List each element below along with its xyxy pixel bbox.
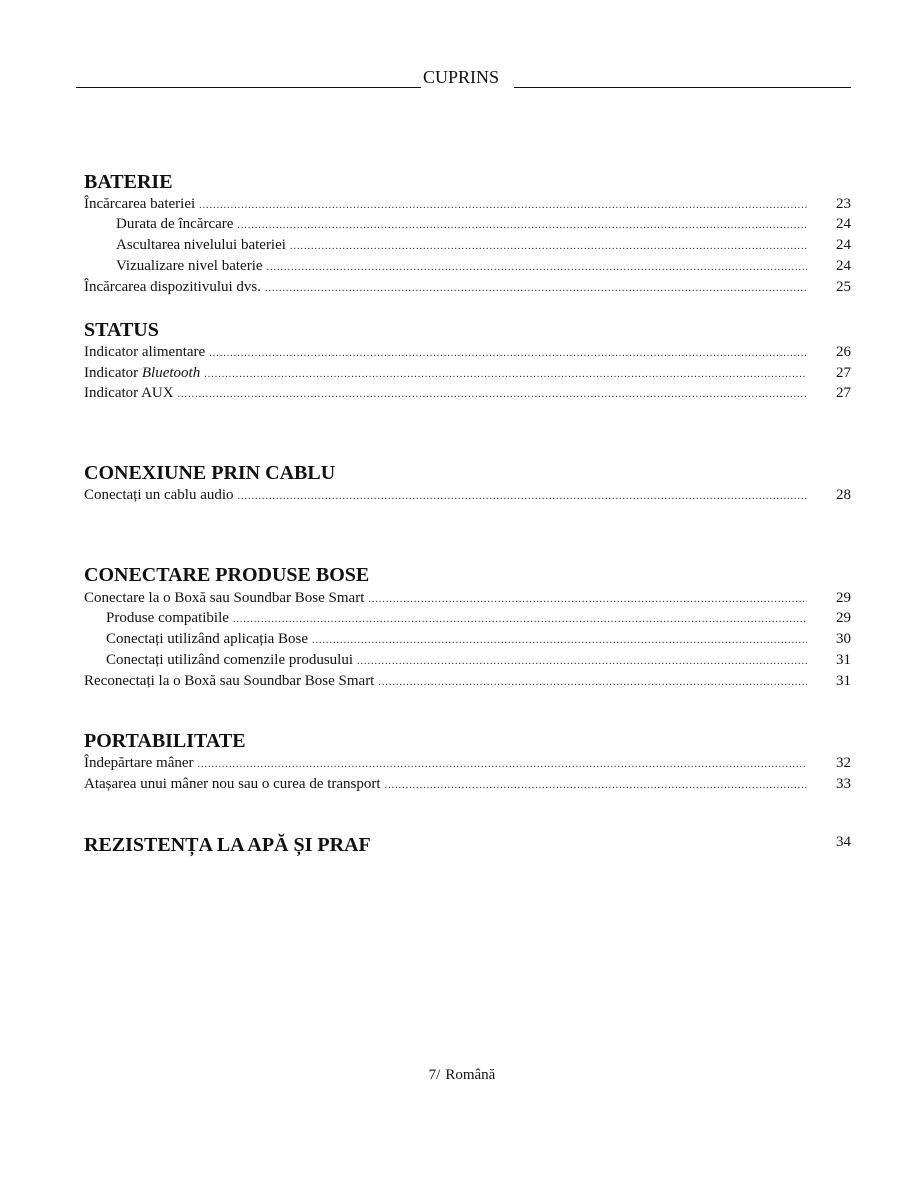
section-title[interactable]: PORTABILITATE: [84, 730, 246, 752]
toc-entry-text: Atașarea unui mâner nou sau o curea de transport: [84, 776, 381, 792]
toc-entry-page: 23: [836, 196, 851, 212]
toc-entry-label: [116, 235, 290, 255]
toc-entry-page: 29: [836, 610, 851, 626]
toc-entry-page: 24: [836, 258, 851, 274]
header-rule-right: [514, 87, 851, 88]
toc-entry-text: Durata de încărcare: [116, 216, 234, 232]
header-title: CUPRINS: [423, 67, 500, 87]
toc-entry-label: [84, 342, 209, 362]
toc-entry-page: 32: [836, 755, 851, 771]
toc-entry[interactable]: [84, 342, 851, 362]
toc-entry-page: 28: [836, 487, 851, 503]
toc-entry-text: Produse compatibile: [106, 610, 229, 626]
dot-leader: [233, 610, 807, 630]
section-title[interactable]: BATERIE: [84, 171, 173, 193]
toc-entry[interactable]: [84, 753, 851, 773]
toc-entry[interactable]: [84, 363, 851, 383]
dot-leader: [204, 365, 807, 385]
toc-entry[interactable]: [84, 671, 851, 691]
toc-entry-label: [84, 671, 378, 691]
toc-entry-label: [106, 608, 233, 628]
toc-entry-label: [84, 194, 199, 214]
toc-entry-text: Indicator AUX: [84, 385, 174, 401]
dot-leader: [209, 344, 807, 364]
dot-leader: [265, 279, 807, 299]
toc-entry-label: [84, 774, 385, 794]
toc-entry-text: Reconectați la o Boxă sau Soundbar Bose Smart: [84, 673, 375, 689]
toc-entry-text: Conectați utilizând comenzile produsului: [106, 652, 354, 668]
toc-entry-text: Indicator: [84, 365, 142, 381]
toc-entry-text-italic: Bluetooth: [141, 365, 201, 381]
dot-leader: [199, 196, 807, 216]
toc-entry[interactable]: [116, 256, 851, 276]
page-footer: [0, 1065, 919, 1085]
toc-entry-text: Conectați un cablu audio: [84, 487, 234, 503]
toc-entry[interactable]: [84, 383, 851, 403]
page-header: [76, 66, 851, 88]
dot-leader: [198, 755, 807, 775]
dot-leader: [378, 673, 807, 693]
toc-entry[interactable]: [106, 608, 851, 628]
section-title[interactable]: CONEXIUNE PRIN CABLU: [84, 462, 336, 484]
toc-entry-text: Conectare la o Boxă sau Soundbar Bose Smart: [84, 590, 365, 606]
toc-entry-page: 31: [836, 673, 851, 689]
toc-entry-page: 33: [836, 776, 851, 792]
header-rule-left: [76, 87, 421, 88]
toc-entry-page: 24: [836, 216, 851, 232]
dot-leader: [357, 652, 807, 672]
toc-entry-text: Conectați utilizând aplicația Bose: [106, 631, 309, 647]
toc-entry[interactable]: [116, 235, 851, 255]
toc-entry-text: Ascultarea nivelului bateriei: [116, 237, 286, 253]
toc-entry[interactable]: [116, 214, 851, 234]
section-title[interactable]: REZISTENȚA LA APĂ ȘI PRAF: [84, 834, 371, 856]
dot-leader: [238, 487, 807, 507]
toc-entry-label: [84, 485, 238, 505]
toc-entry-page: 25: [836, 279, 851, 295]
toc-entry-page: 29: [836, 590, 851, 606]
dot-leader: [368, 590, 807, 610]
toc-entry-text: Vizualizare nivel baterie: [116, 258, 263, 274]
toc-entry-text: Încărcarea dispozitivului dvs.: [84, 279, 262, 295]
toc-entry-page: 26: [836, 344, 851, 360]
footer-language: Română: [445, 1067, 496, 1083]
dot-leader: [267, 258, 807, 278]
toc-entry-label: [106, 629, 312, 649]
toc-entry-text: Îndepărtare mâner: [84, 755, 194, 771]
section-title[interactable]: CONECTARE PRODUSE BOSE: [84, 564, 370, 586]
footer-page-number: 7/: [428, 1067, 441, 1083]
toc-entry-label: [84, 753, 198, 773]
toc-entry[interactable]: [84, 588, 851, 608]
toc-entry-page: 30: [836, 631, 851, 647]
toc-entry-text: Indicator alimentare: [84, 344, 206, 360]
toc-entry-label: [84, 363, 204, 383]
toc-entry[interactable]: [84, 194, 851, 214]
toc-entry[interactable]: [84, 277, 851, 297]
toc-entry[interactable]: [84, 774, 851, 794]
toc-entry-page: 31: [836, 652, 851, 668]
toc-entry-label: [84, 383, 178, 403]
section-title[interactable]: STATUS: [84, 319, 159, 341]
dot-leader: [178, 385, 807, 405]
toc-entry[interactable]: [106, 650, 851, 670]
toc-entry-page: 27: [836, 385, 851, 401]
toc-entry-label: [84, 277, 265, 297]
toc-entry-page: 24: [836, 237, 851, 253]
toc-entry[interactable]: [106, 629, 851, 649]
toc-entry-label: [116, 256, 267, 276]
toc-entry-page: 27: [836, 365, 851, 381]
dot-leader: [290, 237, 807, 257]
section-page-number: 34: [836, 834, 851, 850]
dot-leader: [237, 216, 807, 236]
toc-entry-label: [106, 650, 357, 670]
dot-leader: [385, 776, 807, 796]
toc-entry-label: [84, 588, 368, 608]
toc-entry[interactable]: [84, 485, 851, 505]
dot-leader: [312, 631, 807, 651]
toc-entry-label: [116, 214, 237, 234]
toc-entry-text: Încărcarea bateriei: [84, 196, 196, 212]
